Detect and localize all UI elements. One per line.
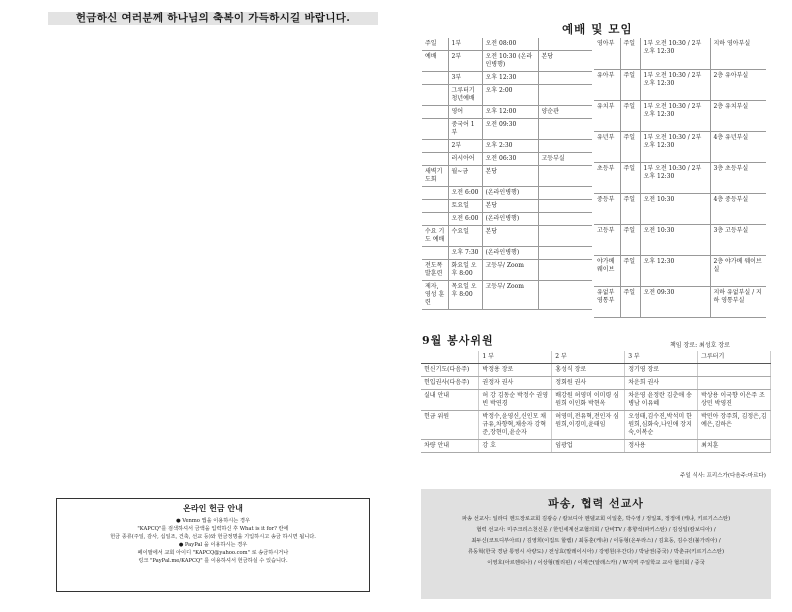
volunteers-cell: 박정수,윤영신,신인모 채규유,차향혁,채송자 강혁준,장현미,윤순자 [479, 411, 552, 440]
volunteers-cell [698, 377, 771, 390]
worship-row [422, 119, 592, 140]
worship-cell: 고등부/ Zoom [482, 260, 538, 281]
worship-cell [538, 85, 592, 106]
online-offering-line: 페이팔에서 교회 아이디 "KAPCQ@yahoo.com" 로 송금하시거나 [137, 550, 289, 556]
worship-row [422, 166, 592, 187]
volunteers-row [421, 440, 771, 453]
worship-row [422, 213, 592, 226]
department-times: 1부 오전 10:30 / 2부 오후 12:30 [640, 38, 710, 69]
department-times: 오전 09:30 [640, 286, 710, 317]
worship-cell [538, 226, 592, 247]
worship-row [422, 106, 592, 119]
worship-cell: 오전 08:00 [482, 38, 538, 51]
department-place: 2층 유치부실 [710, 100, 766, 131]
department-place: 2층 야가베 웨이브실 [710, 255, 766, 286]
worship-cell [538, 166, 592, 187]
department-place: 지하 영아부실 [710, 38, 766, 69]
department-times: 1부 오전 10:30 / 2부 오후 12:30 [640, 69, 710, 100]
worship-cell: 월~금 [448, 166, 482, 187]
volunteers-section-title: 9월 봉사위원 [422, 334, 494, 347]
worship-cell: 오전 06:30 [482, 153, 538, 166]
missionaries-title: 파송, 협력 선교사 [548, 497, 644, 510]
worship-cell: (온라인병행) [482, 213, 538, 226]
volunteers-cell: 정회원 권사 [552, 377, 625, 390]
worship-cell [538, 247, 592, 260]
volunteers-cell: 정사용 [625, 440, 698, 453]
department-place: 3층 고등부실 [710, 224, 766, 255]
department-row [594, 100, 766, 131]
worship-cell [538, 260, 592, 281]
volunteers-table [421, 351, 771, 453]
department-place: 4층 유년부실 [710, 131, 766, 162]
online-offering-line: ● PayPal 을 이용하시는 경우 [178, 542, 248, 548]
department-name: 고등부 [594, 224, 620, 255]
worship-row [422, 200, 592, 213]
department-times: 오전 10:30 [640, 224, 710, 255]
volunteers-cell: 차량 안내 [421, 440, 479, 453]
worship-cell: 영어 [448, 106, 482, 119]
volunteers-header-cell: 1 부 [479, 351, 552, 364]
worship-cell [422, 106, 448, 119]
volunteers-cell: 홍성식 장로 [552, 364, 625, 377]
department-row [594, 38, 766, 69]
worship-row [422, 51, 592, 72]
worship-cell: 오후 12:00 [482, 106, 538, 119]
volunteers-note: 주일 식사: 프리스가(다음주:마르다) [680, 473, 766, 479]
department-day: 주일 [620, 131, 640, 162]
worship-cell: 화요일 오후 8:00 [448, 260, 482, 281]
volunteers-cell: 박민아 장주희, 김정은,김예은,김하은 [698, 411, 771, 440]
volunteers-header-row [421, 351, 771, 364]
worship-cell: 주일 [422, 38, 448, 51]
worship-cell: 오후 12:30 [482, 72, 538, 85]
worship-cell: 러시아어 [448, 153, 482, 166]
volunteers-cell: 차운희 권사 [625, 377, 698, 390]
worship-cell: 수요일 [448, 226, 482, 247]
worship-cell: 오후 7:30 [448, 247, 482, 260]
worship-cell [422, 119, 448, 140]
worship-cell: 1부 [448, 38, 482, 51]
volunteers-header-cell: 그루터기 [698, 351, 771, 364]
worship-cell: 그루터기 청년예배 [448, 85, 482, 106]
volunteers-cell: 강 호 [479, 440, 552, 453]
worship-cell [538, 38, 592, 51]
worship-cell: 본당 [482, 226, 538, 247]
department-row [594, 193, 766, 224]
department-times: 오전 10:30 [640, 193, 710, 224]
worship-row [422, 85, 592, 106]
worship-cell: 수요 기도 예배 [422, 226, 448, 247]
missionaries-box [421, 489, 771, 599]
missionary-line: 파송 선교사: 일라디 헨드장로교회 김광승 / 칼브디아 헨델교회 이일훈, 박수영 / 정일표, 정정애 (케냐, 키르기스스탄) [461, 516, 731, 522]
worship-row [422, 281, 592, 310]
worship-cell [422, 247, 448, 260]
worship-cell: 양순관 [538, 106, 592, 119]
department-times: 1부 오전 10:30 / 2부 오후 12:30 [640, 131, 710, 162]
volunteers-row [421, 364, 771, 377]
department-name: 중등부 [594, 193, 620, 224]
worship-cell: 본당 [482, 200, 538, 213]
department-day: 주일 [620, 100, 640, 131]
department-name: 초등부 [594, 162, 620, 193]
volunteers-row [421, 390, 771, 411]
worship-cell: 목요일 오후 8:00 [448, 281, 482, 310]
online-offering-box [56, 498, 370, 592]
online-offering-line: "KAPCQ"를 검색하셔서 금액을 입력하신 후 What is it for? 란에 [137, 526, 289, 532]
worship-row [422, 153, 592, 166]
department-place: 3층 초등부실 [710, 162, 766, 193]
department-day: 주일 [620, 224, 640, 255]
department-row [594, 131, 766, 162]
worship-cell [422, 213, 448, 226]
volunteers-cell: 권정자 권사 [479, 377, 552, 390]
department-place: 2층 유아부실 [710, 69, 766, 100]
worship-cell: 오전 6:00 [448, 187, 482, 200]
department-name: 야가베 웨이브 [594, 255, 620, 286]
worship-row [422, 260, 592, 281]
department-name: 유없부 영통부 [594, 286, 620, 317]
missionary-line: 이영호(아르헨티나) / 이상형(필리핀) / 이재근(알래스카) / W지역 주일학교 교사 협의회 / 중국 [487, 560, 705, 566]
department-times: 오후 12:30 [640, 255, 710, 286]
worship-cell: 2부 [448, 140, 482, 153]
worship-cell: (온라인병행) [482, 247, 538, 260]
department-day: 주일 [620, 162, 640, 193]
department-day: 주일 [620, 286, 640, 317]
worship-cell: 본당 [482, 166, 538, 187]
worship-row [422, 72, 592, 85]
online-offering-line: 헌금 종류(주일, 감사, 십일조, 건축, 선교 등)와 헌금정명을 기입하시고 송금 하시면 됩니다. [110, 534, 316, 540]
volunteers-cell: 오성태,김수진,박석미 한원희,심화숙,나인애 장지숙,이복순 [625, 411, 698, 440]
volunteers-header-cell [421, 351, 479, 364]
worship-cell [538, 281, 592, 310]
volunteers-cell [698, 364, 771, 377]
worship-cell [422, 85, 448, 106]
volunteers-cell: 최치훈 [698, 440, 771, 453]
worship-cell: 전도폭발훈련 [422, 260, 448, 281]
online-offering-title: 온라인 헌금 안내 [183, 503, 243, 513]
department-day: 주일 [620, 38, 640, 69]
volunteers-cell: 실내 안내 [421, 390, 479, 411]
worship-row [422, 226, 592, 247]
offering-blessing-banner: 헌금하신 여러분께 하나님의 축복이 가득하시길 바랍니다. [48, 12, 378, 25]
worship-cell: 토요일 [448, 200, 482, 213]
worship-cell: 제자, 영성 훈련 [422, 281, 448, 310]
volunteers-cell: 박상용 이국향 이은주 조상민 박영진 [698, 390, 771, 411]
department-place: 지하 유없부실 / 지하 영통부실 [710, 286, 766, 317]
department-row [594, 286, 766, 317]
department-day: 주일 [620, 69, 640, 100]
volunteers-leader: 책임 장로: 최성호 장로 [670, 342, 730, 349]
worship-cell [422, 140, 448, 153]
department-name: 유년부 [594, 131, 620, 162]
volunteers-row [421, 411, 771, 440]
worship-cell [422, 187, 448, 200]
volunteers-cell: 차운영 윤정란 김춘애 송병남 이유혜 [625, 390, 698, 411]
department-place: 4층 중등부실 [710, 193, 766, 224]
worship-cell: 새벽기도회 [422, 166, 448, 187]
department-schedule-table [594, 38, 766, 318]
worship-cell [422, 72, 448, 85]
worship-cell: 3부 [448, 72, 482, 85]
worship-row [422, 247, 592, 260]
worship-cell [422, 200, 448, 213]
volunteers-cell: 박정용 장로 [479, 364, 552, 377]
volunteers-cell: 헌신기도(다음주) [421, 364, 479, 377]
online-offering-line: ● Venmo 앱을 이용하시는 경우 [176, 518, 250, 524]
worship-cell: 고등부/ Zoom [482, 281, 538, 310]
worship-row [422, 187, 592, 200]
department-row [594, 162, 766, 193]
volunteers-cell: 허 강 김동순 박정수 권영빈 박연경 [479, 390, 552, 411]
missionary-line: 최두신(코트디부아르) / 김영희(이집트 할렘) / 최동훈(케냐) / 이동형(온두라스) / 김효동, 김수진(불가리아) / [471, 538, 721, 544]
worship-cell: 2부 [448, 51, 482, 72]
worship-cell [538, 140, 592, 153]
worship-row [422, 38, 592, 51]
worship-cell: 본당 [538, 51, 592, 72]
department-times: 1부 오전 10:30 / 2부 오후 12:30 [640, 100, 710, 131]
volunteers-header-cell: 3 부 [625, 351, 698, 364]
worship-cell: 오전 09:30 [482, 119, 538, 140]
worship-cell: 오전 10:30 (온라인병행) [482, 51, 538, 72]
worship-cell: 예배 [422, 51, 448, 72]
worship-row [422, 140, 592, 153]
worship-cell: 오후 2:00 [482, 85, 538, 106]
volunteers-header-cell: 2 부 [552, 351, 625, 364]
worship-cell [538, 72, 592, 85]
worship-cell [538, 119, 592, 140]
online-offering-line: 링크 "PayPal.me/KAPCQ" 를 이용하셔서 헌금하실 수 있습니다. [138, 558, 288, 564]
volunteers-cell: 헌입권사(다음주) [421, 377, 479, 390]
worship-cell: 중국어 1부 [448, 119, 482, 140]
worship-cell [538, 200, 592, 213]
volunteers-row [421, 377, 771, 390]
worship-section-title: 예배 및 모임 [562, 22, 633, 36]
volunteers-cell: 임광업 [552, 440, 625, 453]
department-name: 유치부 [594, 100, 620, 131]
missionary-line: 류동혁(한국 경남 통영시 사량도) / 전성효(말레이시아) / 강병원(우간다) / 박남권(중국) / 박춘규(키르기스스탄) [467, 549, 725, 555]
department-day: 주일 [620, 255, 640, 286]
volunteers-cell: 배강원 허영미 이미령 심원희 이인화 박현옥 [552, 390, 625, 411]
worship-cell [422, 153, 448, 166]
worship-cell [538, 187, 592, 200]
worship-cell [538, 213, 592, 226]
department-row [594, 69, 766, 100]
department-times: 1부 오전 10:30 / 2부 오후 12:30 [640, 162, 710, 193]
department-name: 유아부 [594, 69, 620, 100]
worship-cell: 고등부실 [538, 153, 592, 166]
department-day: 주일 [620, 193, 640, 224]
volunteers-cell: 헌금 위원 [421, 411, 479, 440]
missionary-line: 협력 선교사: 미주크리스천신문 / 한인세계선교협의회 / 단비TV / 홍향석(파키스탄) / 김성일(캄보디아) / [476, 527, 716, 533]
worship-cell: (온라인병행) [482, 187, 538, 200]
department-row [594, 224, 766, 255]
department-name: 영아부 [594, 38, 620, 69]
worship-cell: 오전 6:00 [448, 213, 482, 226]
department-row [594, 255, 766, 286]
worship-schedule-table [422, 38, 592, 310]
worship-cell: 오후 2:30 [482, 140, 538, 153]
volunteers-cell: 허영미,전유혁,전인자 심원희,이경미,윤태임 [552, 411, 625, 440]
volunteers-cell: 정기영 장로 [625, 364, 698, 377]
